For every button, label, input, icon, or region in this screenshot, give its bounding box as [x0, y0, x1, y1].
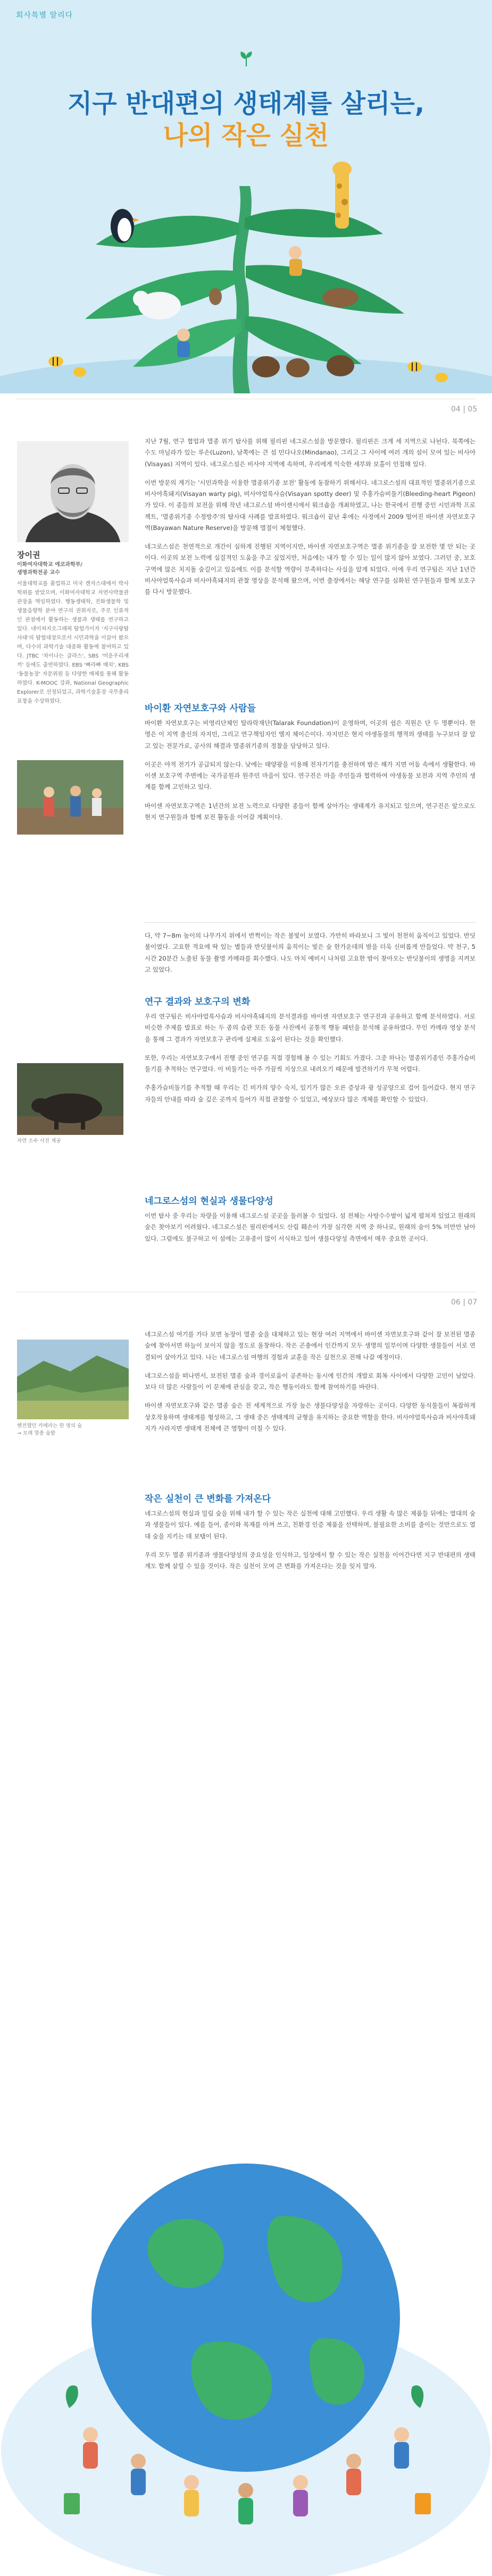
- paragraph: 이번 방문의 계기는 '시민과학을 이용한 멸종위기종 보전' 활동에 동참하기 위해서다. 네그로스섬의 대표적인 멸종위기종으로 비사야흑돼지(Visayan warty pig), 비사야얼룩사슴(Visayan spotty deer) 및 주홍가슴비둘기(Bleeding-heart Pigeon)가 있다. 이 종들의 보전을 위해 작년 네그로스섬 바이센시에서 워크숍을 개최하였고, 나는 한국에서 진행 중인 시민과학 프로젝트, '멸종위기종 수정방주'의 탐사대 사례를 발표하였다. 워크숍이 끝난 후에는 사정에서 2009 떨어진 바이센 자연보호구역(Bayawan Nature Reserve)을 방문해 멸절이 체험했다.: [145, 478, 476, 532]
- tree-illustration: [0, 159, 492, 393]
- photo-landscape: [17, 1340, 129, 1419]
- paragraph: 네그로스섬은 천연적으로 개간이 심하게 진행된 지역이지만, 바이센 자연보호구역은 멸종 위기종을 잘 보전한 몇 안 되는 곳이다. 이곳의 보전 노력에 실질적인 도움을 주고 싶었지만, 처음에는 내가 할 수 있는 일이 많지 않아 보였다. 그러던 중, 보호구역에 많은 치지돌 숲길이고 있음에도 이를 분석할 역량이 부족하다는 사실을 알게 되었다. 이에 우리 연구팀은 지난 1년간 비사야얼룩사슴과 비사야흑돼지의 관찰 영상을 분석해 왔으며, 이번 출장에서는 해당 연구를 심화된 연구원들과 함께 보호구를 다시 방문했다.: [145, 543, 476, 596]
- subhead: 네그로스섬의 현실과 생물다양성: [145, 1196, 273, 1207]
- author-photo: [17, 441, 129, 542]
- hero-illustration: [0, 0, 492, 393]
- paragraph: 우리 연구팀은 비사야얼룩사슴과 비사야흑돼지의 분석결과를 바이센 자연보호구 연구진과 공유하고 함께 분석하였다. 서로 비슷한 주제를 발표로 하는 두 종의 습관 모든 동물 사진에서 공통적 행동 패턴을 분석해 공유하였다. 무인 카메라 영상 분석을 통해 그 결과가 자연보호구 관리에 실제로 도움이 된다는 것을 확인했다.: [145, 1013, 476, 1043]
- paragraph: 네그로스섬을 떠나면서, 보전된 멸종 숲과 경이로움이 공존하는 동시에 인간의 개발로 회복 사이에서 다양한 고민이 남았다. 보다 더 많은 사람들이 이 문제에 관심을 갖고, 작은 행동이라도 함께 참여하기를 바란다.: [145, 1371, 476, 1391]
- paragraph: 다, 약 7~8m 높이의 나무가지 위에서 번쩍이는 작은 불빛이 보였다. 가만히 바라보니 그 빛이 천천히 움직이고 있었다. 반딧불이였다. 고요한 적요에 딱 있는 별들과 반딧불이의 움직이는 빛은 숲 한가운데의 밤을 더욱 신비롭게 만들었다. 약 천구, 5시간 20분간 노출된 동물 촬영 카메라를 회수했다. 나도 마치 예비시 나처럼 고요한 밤이 찾아오는 반딧불이의 생명을 지켜보고 있었다.: [145, 932, 476, 973]
- hero-title-line2: 나의 작은 실천: [163, 121, 329, 150]
- subhead: 연구 결과와 보호구의 변화: [145, 997, 251, 1007]
- sprout-icon: [239, 50, 253, 66]
- photo-warty-pig: [17, 1063, 123, 1135]
- hero-title-line1: 지구 반대편의 생태계를 살리는,: [67, 89, 425, 119]
- section-tag: 회사특별 알리다: [16, 11, 73, 20]
- page-number: 04 | 05: [451, 405, 478, 414]
- paragraph: 바이센 자연보호구와 같은 멸종 숲은 전 세계적으로 가장 높은 생물다양성을 자랑하는 곳이다. 다양한 동식물들이 복잡하게 상호작용하며 생태계를 형성하고, 그 생태 중은 생태계의 균형을 유지하는 중요한 역할을 한다. 비사야얼룩사슴과 비사야흑돼지가 사라지면 생태계 전체에 큰 영향이 미칠 수 있다.: [145, 1402, 476, 1432]
- paragraph: 네그로스섬의 현실과 밀림 숲을 위해 내가 할 수 있는 작은 실천에 대해 고민했다. 우리 생활 속 많은 제품들 뒤에는 열대의 숲과 생물들이 있다. 예를 들어, 종이와 목재를 아껴 쓰고, 친환경 인증 제품을 선택하며, 불필요한 소비를 줄이는 것만으로도 열대 숲을 지키는 데 보탬이 된다.: [145, 1510, 476, 1540]
- paragraph: 주홍가슴비둘기를 추적할 때 우리는 긴 비가의 양수 숙지, 있기가 많은 오른 증상과 광 성공양으로 걸어 들어갔다. 현지 연구자들의 안내를 따라 숲 깊은 곳까지 들어가 직접 관찰할 수 있었고, 예상보다 많은 개체를 확인할 수 있었다.: [145, 1084, 476, 1103]
- firefly-text: [145, 930, 476, 983]
- divider: [145, 922, 476, 923]
- hero-title: [0, 88, 492, 151]
- negros-text: [145, 1210, 476, 1252]
- paragraph: 이번 탐사 중 우리는 차량을 이용해 네그로스섬 곳곳을 둘러볼 수 있었다. 섬 전체는 사탕수수밭이 넓게 펼쳐져 있었고 원래의 숲은 찾아보기 어려웠다. 네그로스섬은 필리핀에서도 산림 훼손이 가장 심각한 지역 중 하나로, 원래의 숲이 5% 미만만 남아 있다. 그럼에도 불구하고 이 섬에는 고유종이 많이 서식하고 있어 생물다양성 측면에서 매우 중요한 곳이다.: [145, 1212, 476, 1242]
- paragraph: 또한, 우리는 자연보호구에서 진행 중인 연구를 직접 경험해 볼 수 있는 기회도 가졌다. 그중 하나는 멸종위기종인 주홍가슴비둘기를 추적하는 연구였다. 이 비둘기는 아주 가끔씩 지상으로 내려오기 때문에 발견하기가 무척 어렵다.: [145, 1054, 476, 1073]
- paragraph: 바이환 자연보호구는 비영리단체인 탈라락재단(Talarak Foundation)이 운영하며, 이곳의 쉽은 직원은 단 두 명뿐이다. 한 명은 이 지역 출신의 자지민, 그리고 연구책임자인 엠지 체이슨이다. 자지민은 현지 야생동물의 행적의 생태를 누구보다 잘 알고 있는 전문가로, 공사의 해결과 멸종위기종의 정찰을 담당하고 있다.: [145, 719, 476, 750]
- earth-illustration: [0, 1611, 492, 2576]
- photo-researchers: [17, 760, 123, 835]
- paragraph: 우리 모두 멸종 위기종과 생물다양성의 중요성을 인식하고, 일상에서 할 수 있는 작은 실천을 이어간다면 지구 반대편의 생태계도 함께 살릴 수 있을 것이다. 작은 실천이 모여 큰 변화를 가져온다는 것을 잊지 말자.: [145, 1551, 476, 1570]
- practice-text: [145, 1508, 476, 1579]
- subhead: 작은 실천이 큰 변화를 가져온다: [145, 1494, 271, 1504]
- results-text: [145, 1011, 476, 1113]
- photo-caption: 자연 소수 사진 제공: [17, 1138, 61, 1144]
- forest-text: [145, 1329, 476, 1442]
- paragraph: 이곳은 야적 전기가 공급되지 않는다. 낮에는 태양광을 이용해 전자기기를 충전하며 밤은 해가 지면 어둠 속에서 생활한다. 바이센 보호구역 주변에는 국가공원과 원주민 마을이 있다. 연구진은 마을 주민들과 협력하여 야생동물 보전과 지역 주민의 생계를 함께 고민하고 있다.: [145, 760, 476, 791]
- author-bio: 서울대학교를 졸업하고 미국 캔자스대에서 박사학위를 받았으며, 이화여자대학교 자연사박물관 관장을 역임하였다. 행동생태학, 진화생물학 및 생물음향학 분야 연구의 권위자로, 주로 인류적인 관점에서 활동하는 생물과 생태를 연구하고 있다. 네이쳐지오그래픽 탐험가이자 '지구사랑탐사대'의 탐험대장으로서 시민과학을 이끌어 왔으며, 다수의 과학기술 대중화 활동에 참여하고 있다. JTBC '차이나는 클라스', SBS '미운우리새끼' 등에도 출연하였다. EBS '빠라빠 매치', KBS '동물농장' 자문위원 등 다양한 매체를 통해 활동하였다. K-MOOC 강좌, National Geographic Explorer로 선정되었고, 과학기술훈장 국무총리 표창을 수상하였다.: [17, 581, 129, 704]
- paragraph: 지난 7월, 연구 협업과 멸종 위기 탐사를 위해 필리핀 네그로스섬을 방문했다. 필리핀은 크게 세 지역으로 나뉜다. 북쪽에는 수도 마닐라가 있는 루손(Luzon), 남쪽에는 큰 섬 민다나오(Mindanao), 그리고 그 사이에 여러 개의 섬이 모여 있는 비사야(Visayas) 지역이 있다. 네그로스섬은 비사야 지역에 속하며, 우리에게 익숙한 세부와 보홀이 인접해 있다.: [145, 437, 476, 468]
- photo-caption: 헨전했던 카메라는 한 명의 숲 → 모래 멸종 숲밭: [17, 1423, 82, 1437]
- author-name: 장이권: [17, 550, 40, 560]
- subhead: 바이환 자연보호구와 사람들: [145, 703, 256, 714]
- author-affiliation: 이화여자대학교 에코과학부/ 생명과학전공 교수: [17, 562, 83, 576]
- page-number: 06 | 07: [451, 1298, 478, 1307]
- paragraph: 바이센 자연보호구역은 1년간의 보전 노력으로 다양한 종들이 함께 살아가는 생태계가 유지되고 있으며, 연구진은 앞으로도 현지 연구원들과 함께 보전 활동을 이어갈 계획이다.: [145, 802, 476, 821]
- intro-text: [145, 436, 476, 605]
- paragraph: 네그로스섬 여기를 가다 보면 농장이 멸종 숲을 대체하고 있는 현장 여러 지역에서 바이센 자연보호구와 같이 잘 보전된 멸종 숲에 찾아서면 하늘이 보이지 않을 정도로 울창하다. 작은 곤충에서 인간까지 모두 생명의 일부이며 다양한 생물들이 서로 연결되어 살아가고 있다. 나는 네그로스섬 여행의 경험과 교훈을 작은 실천으로 전해 나갈 예정이다.: [145, 1331, 476, 1361]
- reserve-text: [145, 718, 476, 830]
